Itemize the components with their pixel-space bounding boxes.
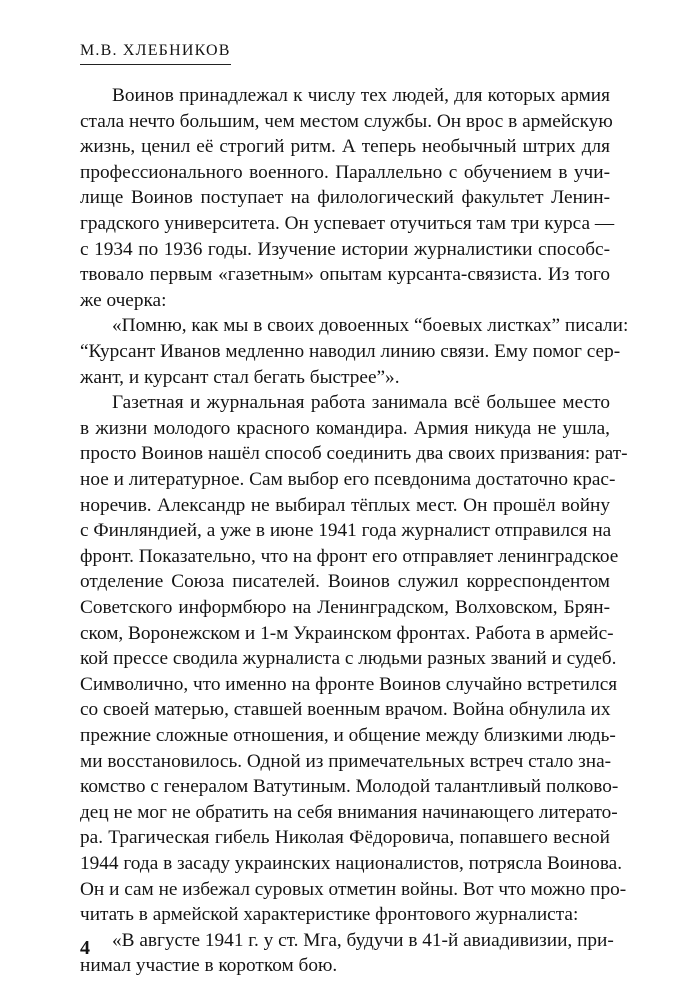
text-line: дец не мог не обратить на себя внимания начинающего литерато-	[80, 801, 618, 823]
page-number: 4	[80, 937, 90, 959]
text-line: градского университета. Он успевает отучиться там три курса —	[80, 213, 615, 234]
text-line: прежние сложные отношения, и общение между близкими людь-	[80, 725, 616, 746]
text-line: жант, и курсант стал бегать быстрее”».	[80, 366, 400, 388]
text-line: «Помню, как мы в своих довоенных “боевых листках” писали:	[112, 315, 629, 337]
text-line: отделение Союза писателей. Воинов служил корреспондентом	[80, 571, 610, 593]
running-head: М.В. ХЛЕБНИКОВ	[80, 42, 231, 65]
text-line: профессионального военного. Параллельно с обучением в учи-	[80, 161, 610, 183]
text-line: ми восстановилось. Одной из примечательных встреч стало зна-	[80, 750, 612, 772]
text-line: же очерка:	[80, 289, 167, 311]
text-line: читать в армейской характеристике фронтового журналиста:	[80, 904, 579, 926]
text-line: стала нечто большим, чем местом службы. Он врос в армейскую	[80, 110, 613, 132]
text-line: с 1934 по 1936 годы. Изучение истории журналистики способс-	[80, 238, 610, 260]
text-line: Советского информбюро на Ленинградском, Волховском, Брян-	[80, 597, 610, 618]
text-line: Он и сам не избежал суровых отметин войны. Вот что можно про-	[80, 878, 627, 900]
text-line: ное и литературное. Сам выбор его псевдонима достаточно крас-	[80, 469, 616, 490]
text-line: твовало первым «газетным» опытам курсанта-связиста. Из того	[80, 264, 610, 286]
text-line: жизнь, ценил её строгий ритм. А теперь необычный штрих для	[80, 136, 610, 158]
text-line: ском, Воронежском и 1-м Украинском фронтах. Работа в армейс-	[80, 622, 614, 644]
text-line: “Курсант Иванов медленно наводил линию связи. Ему помог сер-	[80, 341, 621, 362]
text-line: Газетная и журнальная работа занимала всё большее место	[112, 392, 610, 414]
text-line: нимал участие в коротком бою.	[80, 955, 338, 977]
text-line: с Финляндией, а уже в июне 1941 года журналист отправился на	[80, 520, 612, 542]
text-line: просто Воинов нашёл способ соединить два своих призвания: рат-	[80, 443, 628, 465]
text-line: комство с генералом Ватутиным. Молодой талантливый полково-	[80, 776, 619, 798]
text-line: ра. Трагическая гибель Николая Фёдоровича, попавшего весной	[80, 827, 610, 849]
text-line: норечив. Александр не выбирал тёплых мест. Он прошёл войну	[80, 494, 610, 516]
text-line: в жизни молодого красного командира. Армия никуда не ушла,	[80, 417, 610, 439]
text-line: Символично, что именно на фронте Воинов случайно встретился	[80, 673, 618, 695]
text-line: лище Воинов поступает на филологический факультет Ленин-	[80, 187, 610, 209]
text-line: «В августе 1941 г. у ст. Мга, будучи в 41-й авиадивизии, при-	[112, 929, 614, 951]
text-line: 1944 года в засаду украинских националистов, потрясла Воинова.	[80, 853, 623, 874]
text-line: со своей матерью, ставшей военным врачом. Война обнулила их	[80, 699, 611, 721]
text-line: Воинов принадлежал к числу тех людей, для которых армия	[112, 85, 610, 106]
text-line: кой прессе сводила журналиста с людьми разных званий и судеб.	[80, 648, 617, 670]
text-line: фронт. Показательно, что на фронт его отправляет ленинградское	[80, 545, 619, 567]
